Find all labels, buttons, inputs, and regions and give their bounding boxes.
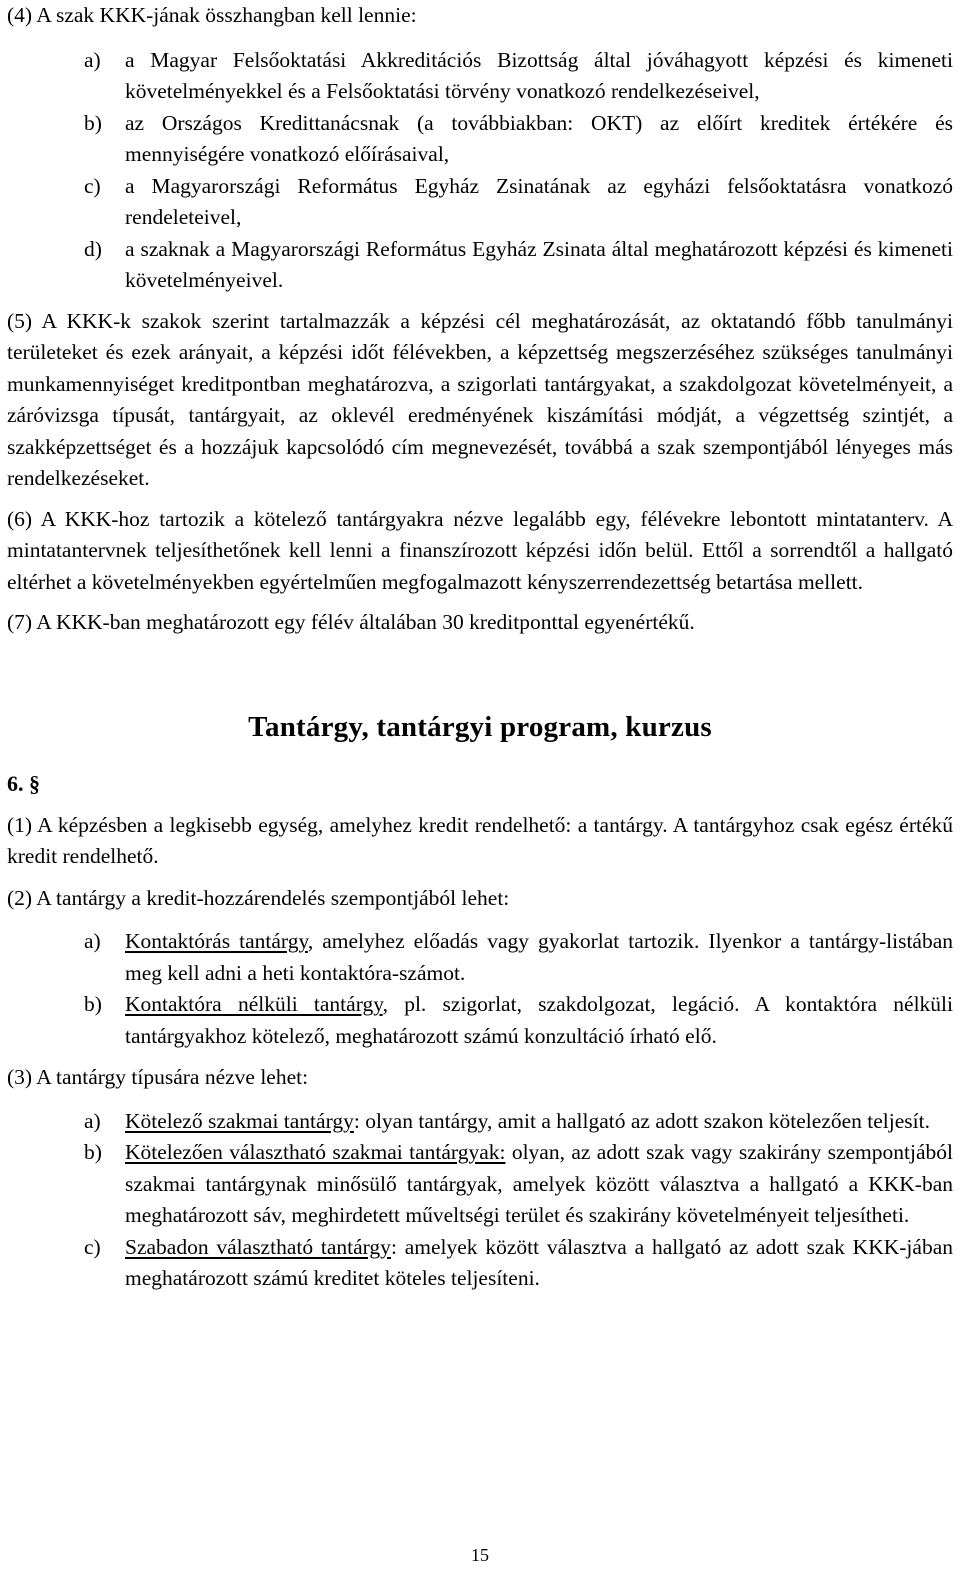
- list-text: [125, 989, 953, 1052]
- defined-term: Kontaktórás tantárgy: [125, 929, 308, 953]
- list-marker: c): [84, 1234, 101, 1259]
- definition-text: , amelyhez előadás vagy gyakorlat tartozik. Ilyenkor a tantárgy-listában meg kell adni a heti kontaktóra-számot.: [125, 929, 953, 985]
- list-marker: c): [84, 173, 101, 198]
- list-item: [7, 926, 953, 989]
- defined-term: Kontaktóra nélküli tantárgy: [125, 992, 383, 1016]
- definition-text: : olyan tantárgy, amit a hallgató az adott szakon kötelezően teljesít.: [353, 1108, 930, 1133]
- list-item: [7, 1137, 953, 1232]
- section-paragraph-3-intro: (3) A tantárgy típusára nézve lehet:: [7, 1065, 309, 1089]
- list-item: [7, 989, 953, 1052]
- list-item: [7, 1232, 953, 1295]
- list-item: [7, 108, 953, 171]
- section-heading: Tantárgy, tantárgyi program, kurzus: [248, 710, 712, 743]
- list-marker: a): [84, 1108, 101, 1133]
- list-text: a szaknak a Magyarországi Református Egyház Zsinata által meghatározott képzési és kimeneti követelményeivel.: [125, 236, 953, 292]
- list-text: az Országos Kredittanácsnak (a továbbiakban: OKT) az előírt kreditek értékére és mennyiségére vonatkozó előírásaival,: [125, 110, 953, 166]
- list-marker: b): [84, 1140, 102, 1164]
- list-text: [125, 1106, 953, 1138]
- list-item: [7, 1106, 953, 1138]
- defined-term: Szabadon választható tantárgy: [125, 1234, 391, 1259]
- definition-text: : amelyek között választva a hallgató az adott szak KKK-jában meghatározott számú kreditet köteles teljesíteni.: [125, 1234, 953, 1290]
- section-paragraph-2-intro: (2) A tantárgy a kredit-hozzárendelés szempontjából lehet:: [7, 885, 510, 910]
- section-paragraph-1: (1) A képzésben a legkisebb egység, amelyhez kredit rendelhető: a tantárgy. A tantárgyhoz csak egész értékű kredit rendelhető.: [7, 812, 953, 868]
- paragraph-5: (5) A KKK-k szakok szerint tartalmazzák a képzési cél meghatározását, az oktatandó főbb tanulmányi területeket és ezek arányait, a képzési időt félévekben, a képzettség megszerzéséhez szükséges tanulmányi munkamennyiséget kreditpontban meghatározva, a szigorlati tantárgyakat, a szakdolgozat követelményeit, a záróvizsga típusát, tantárgyait, az oklevél eredményének kiszámítási módját, a végzettség szintjét, a szakképzettséget és a hozzájuk kapcsolódó cím megnevezését, továbbá a szak szempontjából lényeges más rendelkezéseket.: [7, 308, 953, 490]
- list-text: [125, 926, 953, 989]
- list-text: [125, 1137, 953, 1232]
- paragraph-7: (7) A KKK-ban meghatározott egy félév általában 30 kreditponttal egyenértékű.: [7, 610, 695, 634]
- page-number: 15: [471, 1545, 489, 1565]
- defined-term: Kötelező szakmai tantárgy: [125, 1108, 354, 1133]
- paragraph-4-intro: (4) A szak KKK-jának összhangban kell lennie:: [7, 3, 417, 27]
- list-text: a Magyar Felsőoktatási Akkreditációs Bizottság által jóváhagyott képzési és kimeneti követelményekkel és a Felsőoktatási törvény vonatkozó rendelkezéseivel,: [125, 47, 953, 103]
- list-marker: b): [84, 110, 102, 135]
- list-marker: b): [84, 992, 102, 1016]
- section-paragraph-3-list: [7, 1106, 953, 1295]
- section-paragraph-2-list: [7, 926, 953, 1052]
- definition-text: , pl. szigorlat, szakdolgozat, legáció. A kontaktóra nélküli tantárgyakhoz kötelező, meghatározott számú konzultáció írható elő.: [125, 992, 954, 1048]
- list-marker: d): [84, 236, 102, 261]
- document-body: [7, 0, 953, 1295]
- list-text: a Magyarországi Református Egyház Zsinatának az egyházi felsőoktatásra vonatkozó rendeleteivel,: [125, 173, 953, 229]
- list-item: [7, 45, 953, 108]
- list-marker: a): [84, 929, 101, 953]
- list-text: [125, 1232, 953, 1295]
- definition-text: olyan, az adott szak vagy szakirány szempontjából szakmai tantárgynak minősülő tantárgyak, amelyek között választva a hallgató a KKK-ban meghatározott sáv, meghirdetett műveltségi terület és szakirány követelményeit teljesítheti.: [125, 1140, 953, 1227]
- paragraph-6: (6) A KKK-hoz tartozik a kötelező tantárgyakra nézve legalább egy, félévekre lebontott mintatanterv. A mintatantervnek teljesíthetőnek kell lenni a finanszírozott képzési időn belül. Ettől a sorrendtől a hallgató eltérhet a követelményekben egyértelműen megfogalmazott kényszerrendezettség betartása mellett.: [7, 506, 953, 594]
- list-marker: a): [84, 47, 101, 72]
- section-number: 6. §: [7, 770, 40, 796]
- paragraph-4-list: [7, 45, 953, 297]
- defined-term: Kötelezően választható szakmai tantárgyak:: [125, 1140, 506, 1164]
- list-item: [7, 171, 953, 234]
- list-item: [7, 234, 953, 297]
